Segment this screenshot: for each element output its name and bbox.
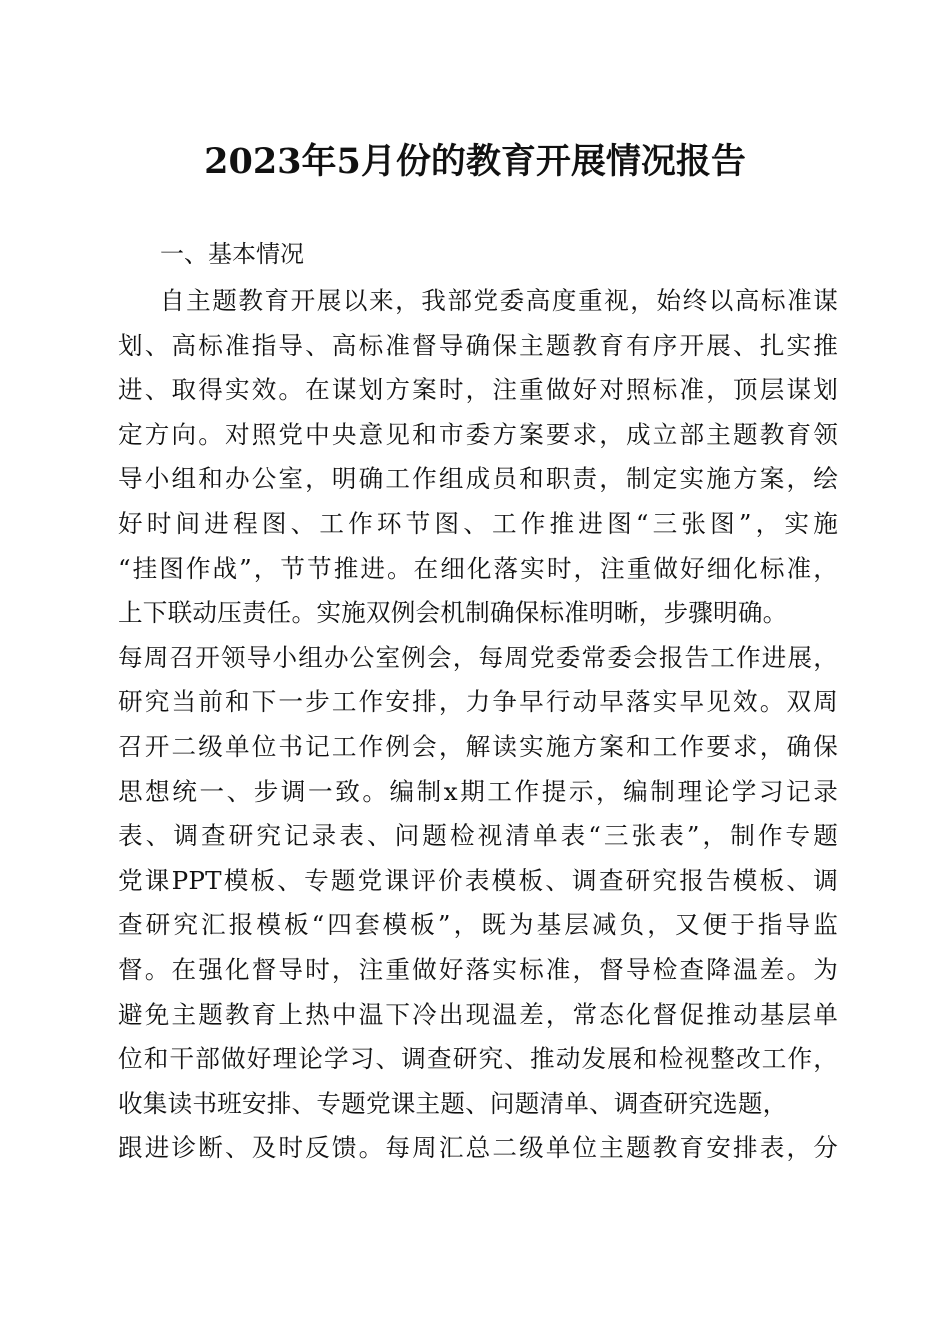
section-heading: 一、基本情况 — [160, 240, 304, 268]
paragraph-line: 查研究汇报模板“四套模板”，既为基层减负，又便于指导监 — [118, 910, 838, 940]
paragraph-line: 自主题教育开展以来，我部党委高度重视，始终以高标准谋 — [160, 286, 838, 315]
paragraph-line: “挂图作战”，节节推进。在细化落实时，注重做好细化标准， — [118, 553, 838, 583]
paragraph-line: 好时间进程图、工作环节图、工作推进图“三张图”，实施 — [118, 508, 838, 538]
paragraph-line: 定方向。对照党中央意见和市委方案要求，成立部主题教育领 — [118, 419, 838, 449]
paragraph-line: 召开二级单位书记工作例会，解读实施方案和工作要求，确保 — [118, 731, 838, 761]
paragraph-line: 位和干部做好理论学习、调查研究、推动发展和检视整改工作， — [118, 1044, 838, 1074]
paragraph-line: 思想统一、步调一致。编制x期工作提示，编制理论学习记录 — [118, 776, 838, 806]
paragraph-line: 督。在强化督导时，注重做好落实标准，督导检查降温差。为 — [118, 954, 838, 984]
paragraph-line: 进、取得实效。在谋划方案时，注重做好对照标准，顶层谋划 — [118, 375, 838, 405]
paragraph-line: 表、调查研究记录表、问题检视清单表“三张表”，制作专题 — [118, 821, 838, 851]
paragraph-line: 导小组和办公室，明确工作组成员和职责，制定实施方案，绘 — [118, 464, 838, 494]
paragraph-line: 跟进诊断、及时反馈。每周汇总二级单位主题教育安排表，分 — [118, 1133, 838, 1163]
paragraph-line: 上下联动压责任。实施双例会机制确保标准明晰，步骤明确。 — [118, 598, 788, 628]
document-title: 2023年5月份的教育开展情况报告 — [204, 141, 746, 182]
paragraph-line: 党课PPT模板、专题党课评价表模板、调查研究报告模板、调 — [118, 865, 838, 895]
paragraph-line: 划、高标准指导、高标准督导确保主题教育有序开展、扎实推 — [118, 330, 838, 360]
paragraph-line: 每周召开领导小组办公室例会，每周党委常委会报告工作进展， — [118, 642, 838, 672]
paragraph-line: 收集读书班安排、专题党课主题、问题清单、调查研究选题， — [118, 1088, 788, 1118]
body-paragraph — [118, 281, 838, 1173]
paragraph-line: 避免主题教育上热中温下冷出现温差，常态化督促推动基层单 — [118, 999, 838, 1029]
paragraph-line: 研究当前和下一步工作安排，力争早行动早落实早见效。双周 — [118, 687, 838, 717]
